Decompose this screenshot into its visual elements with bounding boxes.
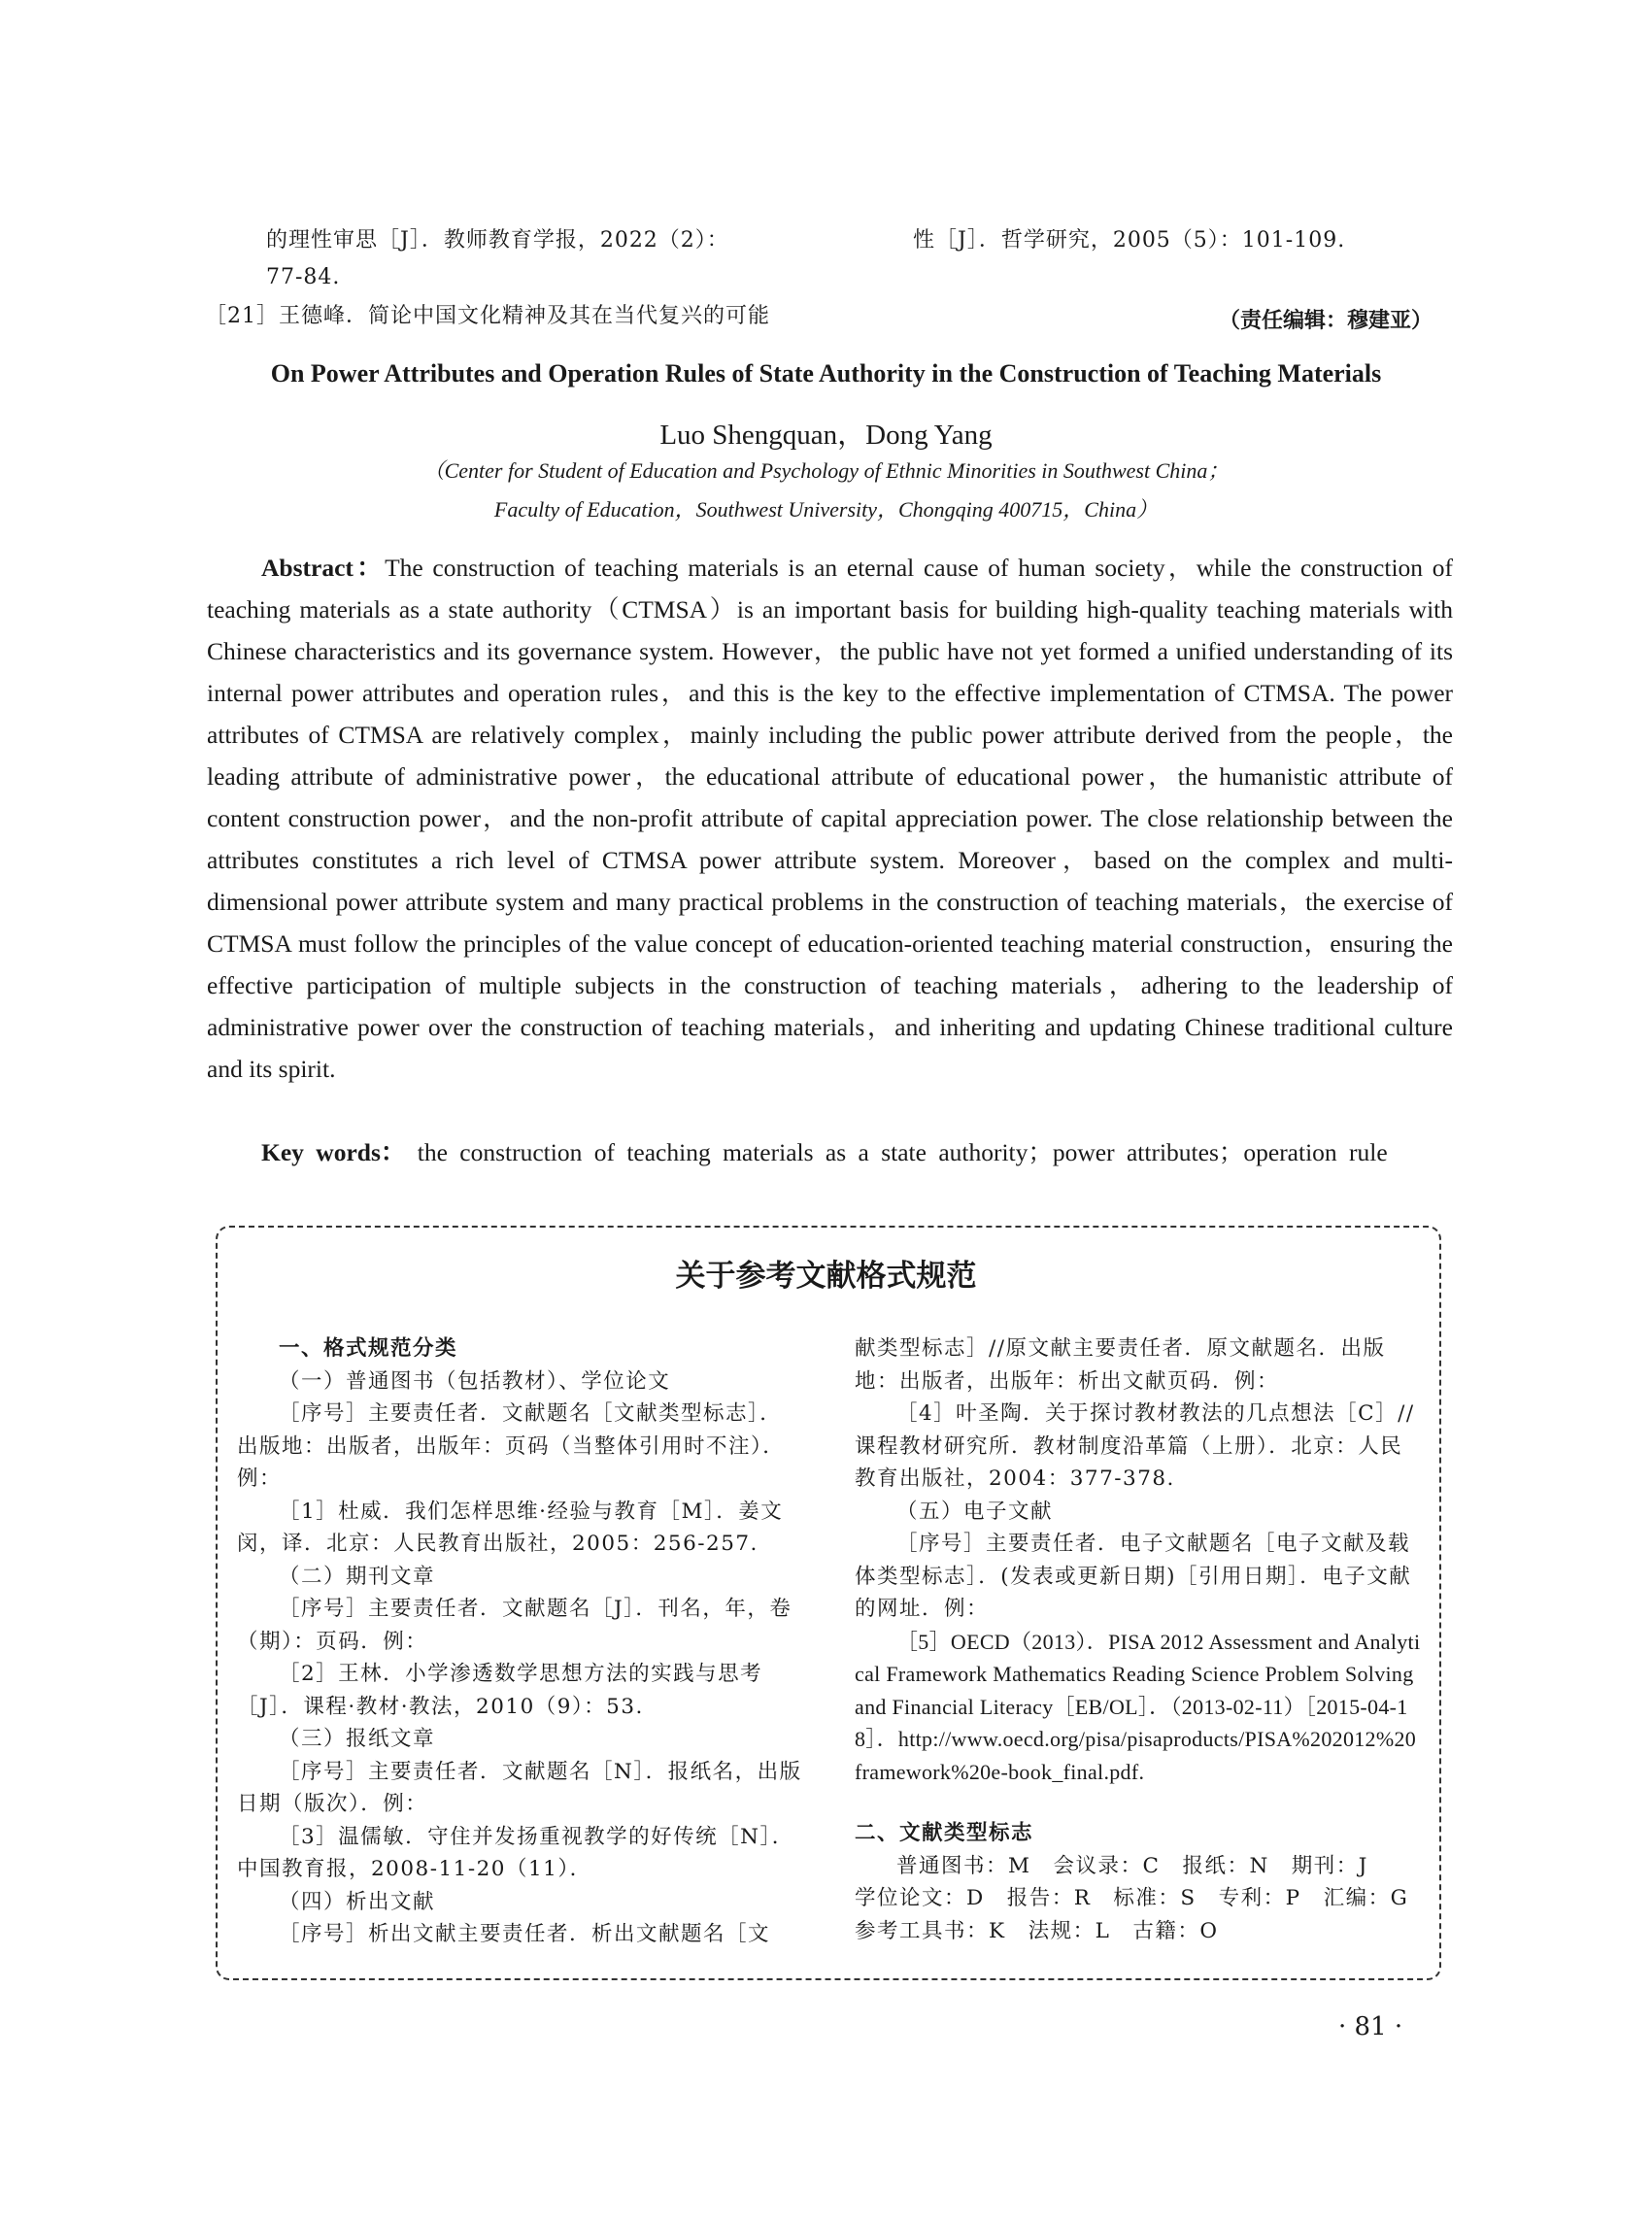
format-books: ［序号］主要责任者．文献题名［文献类型标志］．出版地：出版者，出版年：页码（当整体引用时不注）．例： [237,1401,786,1491]
section-heading-type-codes: 二、文献类型标志 [855,1821,1034,1845]
english-authors: Luo Shengquan，Dong Yang [659,420,993,451]
example-2: ［2］王林．小学渗透数学思想方法的实践与思考［J］．课程·教材·教法，2010（9）：53. [237,1662,763,1719]
keywords-text: the construction of teaching materials as a state authority；power attributes；operation rule [417,1138,1388,1166]
notice-left-column [237,1332,803,1951]
english-keywords [207,1131,1453,1173]
keywords-label: Key words： [261,1138,406,1166]
subheading-books: （一）普通图书（包括教材）、学位论文 [279,1368,671,1394]
notice-right-column [855,1332,1421,1947]
type-codes-line2: 学位论文：D 报告：R 标准：S 专利：P 汇编：G [855,1886,1409,1910]
notice-title: 关于参考文献格式规范 [675,1259,977,1294]
subheading-newspapers: （三）报纸文章 [279,1727,436,1751]
example-4: ［4］叶圣陶．关于探讨教材教法的几点想法［C］//课程教材研究所．教材制度沿革篇（上册）．北京：人民教育出版社，2004：377-378. [855,1401,1415,1491]
reference-21: ［21］王德峰．简论中国文化精神及其在当代复兴的可能 [205,304,770,328]
example-1: ［1］杜威．我们怎样思维·经验与教育［M］．姜文闵，译．北京：人民教育出版社，2005：256-257. [237,1499,784,1556]
responsible-editor: （责任编辑：穆建亚） [1219,309,1433,333]
english-title: On Power Attributes and Operation Rules of State Authority in the Construction of Teaching Materials [270,359,1382,388]
type-codes-line3: 参考工具书：K 法规：L 古籍：O [855,1918,1219,1943]
format-extracted: ［序号］析出文献主要责任者．析出文献题名［文 [279,1922,771,1946]
format-newspapers: ［序号］主要责任者．文献题名［N］．报纸名，出版日期（版次）．例： [237,1759,802,1816]
subheading-journals: （二）期刊文章 [279,1564,436,1589]
subheading-electronic: （五）电子文献 [896,1499,1054,1524]
format-extracted-continued: 献类型标志］//原文献主要责任者．原文献题名．出版地：出版者，出版年：析出文献页码．例： [855,1336,1386,1394]
reference-continuation-line2: 77-84. [266,265,341,289]
reference-continuation-line1: 的理性审思［J］．教师教育学报，2022（2）： [266,228,729,253]
abstract-text: The construction of teaching materials is an eternal cause of human society，while the construction of teaching materials as a state authority（CTMSA）is an important basis for building high-quality teaching materials with Chinese characteristics and its governance system. However，the public have not yet formed a unified understanding of its internal power attributes and operation rules，and this is the key to the effective implementation of CTMSA. The power attributes of CTMSA are relatively complex，mainly including the public power attribute derived from the people，the leading attribute of administrative power，the educational attribute of educational power，the humanistic attribute of content construction power，and the non-profit attribute of capital appreciation power. The close relationship between the attributes constitutes a rich level of CTMSA power attribute system. Moreover，based on the complex and multi-dimensional power attribute system and many practical problems in the construction of teaching materials，the exercise of CTMSA must follow the principles of the value concept of education-oriented teaching material construction，ensuring the effective participation of multiple subjects in the construction of teaching materials，adhering to the leadership of administrative power over the construction of teaching materials，and inheriting and updating Chinese traditional culture and its spirit. [207,554,1453,1083]
affiliation-line2: Faculty of Education，Southwest University，Chongqing 400715，China） [493,497,1159,522]
reference-20-continuation: 性［J］．哲学研究，2005（5）：101-109. [913,228,1346,253]
subheading-extracted: （四）析出文献 [279,1889,436,1914]
format-electronic: ［序号］主要责任者．电子文献题名［电子文献及载体类型标志］．(发表或更新日期)［引用日期］．电子文献的网址．例： [855,1532,1412,1621]
english-abstract [207,547,1453,1090]
example-5: ［5］OECD（2013）．PISA 2012 Assessment and Analytical Framework Mathematics Reading Science Problem Solving and Financial Literacy［EB/OL］．（2013-02-11）［2015-04-18］．http://www.oecd.org/pisa/pisaproducts/PISA%202012%20framework%20e-book_final.pdf. [855,1629,1421,1784]
section-heading-categories: 一、格式规范分类 [279,1336,458,1361]
page-number: · 81 · [1338,2012,1403,2041]
abstract-label: Abstract： [261,554,386,582]
type-codes-line1: 普通图书：M 会议录：C 报纸：N 期刊：J [896,1853,1368,1878]
format-journals: ［序号］主要责任者．文献题名［J］．刊名，年，卷（期）：页码．例： [237,1597,792,1654]
example-3: ［3］温儒敏．守住并发扬重视教学的好传统［N］．中国教育报，2008-11-20（11）． [237,1824,794,1881]
affiliation-line1: （Center for Student of Education and Psychology of Ethnic Minorities in Southwest China； [422,458,1230,483]
